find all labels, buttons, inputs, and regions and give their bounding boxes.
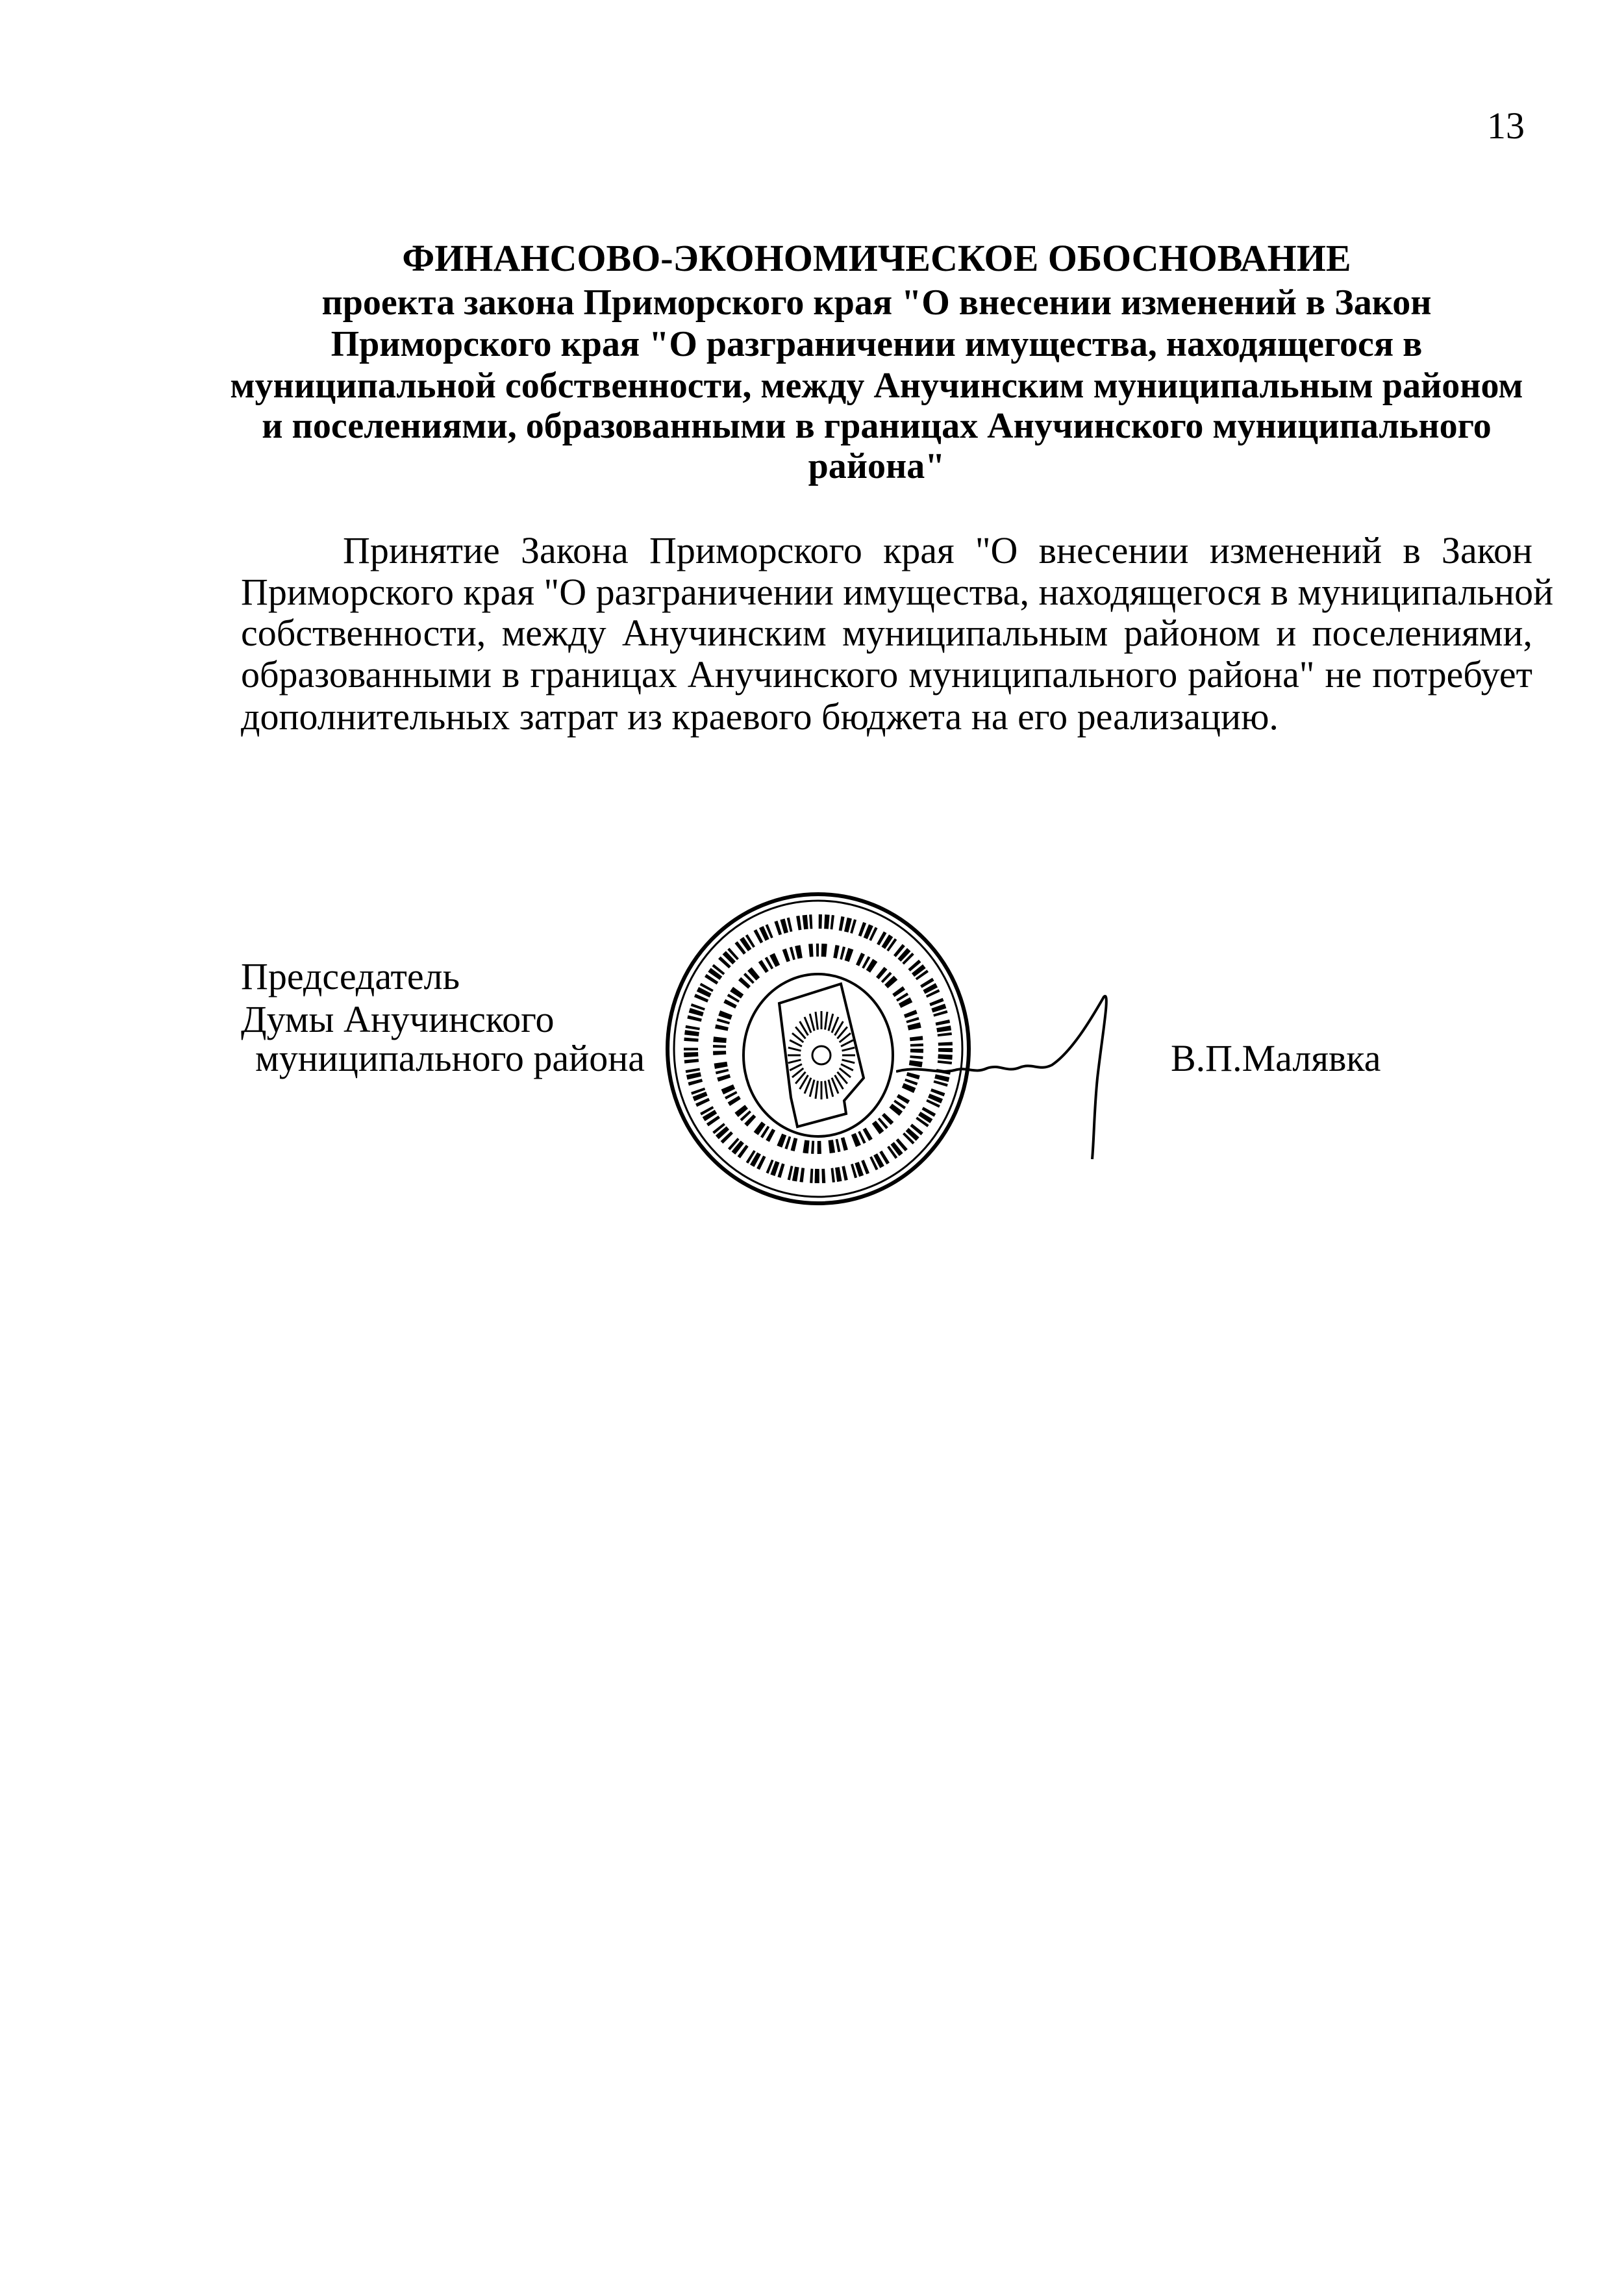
body-line: собственности, между Анучинским муниципальным районом и поселениями, (241, 612, 1532, 654)
body-line: дополнительных затрат из краевого бюджета на его реализацию. (241, 695, 1279, 738)
handwritten-signature (896, 994, 1169, 1162)
sun-ray (825, 1081, 827, 1099)
sun-ray (816, 1012, 818, 1030)
sun-ray (841, 1064, 853, 1071)
sun-ray (841, 1040, 853, 1047)
page-number: 13 (1487, 105, 1525, 147)
document-title: ФИНАНСОВО-ЭКОНОМИЧЕСКОЕ ОБОСНОВАНИЕ (402, 237, 1351, 279)
title-line: района" (808, 446, 945, 486)
sun-ray (829, 1014, 833, 1031)
sun-ray (810, 1014, 814, 1031)
title-line: проекта закона Приморского края "О внесении изменений в Закон (321, 282, 1432, 323)
sun-ray (816, 1081, 818, 1099)
signatory-position: муниципального района (255, 1037, 645, 1079)
seal-inner-lettering (719, 950, 917, 1147)
sun-ray (825, 1012, 827, 1030)
sun-ray (842, 1060, 855, 1063)
sun-ray (790, 1040, 802, 1047)
title-line: муниципальной собственности, между Анучинским муниципальным районом (230, 366, 1523, 406)
body-line: Принятие Закона Приморского края "О внесении изменений в Закон (343, 529, 1532, 571)
sun-ray (842, 1047, 855, 1051)
body-line: образованными в границах Анучинского муниципального района" не потребует (241, 653, 1532, 695)
sun-emblem-icon (788, 1011, 855, 1099)
sun-ray (790, 1064, 802, 1071)
sun-ray (788, 1047, 801, 1051)
signatory-position: Думы Анучинского (241, 998, 555, 1040)
sun-ray (829, 1080, 833, 1097)
signatory-position: Председатель (241, 955, 460, 997)
sun-ray (810, 1080, 814, 1097)
sun-ray (788, 1060, 801, 1063)
title-line: и поселениями, образованными в границах Анучинского муниципального (262, 406, 1492, 446)
body-line: Приморского края "О разграничении имущества, находящегося в муниципальной (241, 571, 1554, 613)
title-line: Приморского края "О разграничении имущества, находящегося в (331, 324, 1423, 364)
signatory-name: В.П.Малявка (1171, 1037, 1381, 1079)
